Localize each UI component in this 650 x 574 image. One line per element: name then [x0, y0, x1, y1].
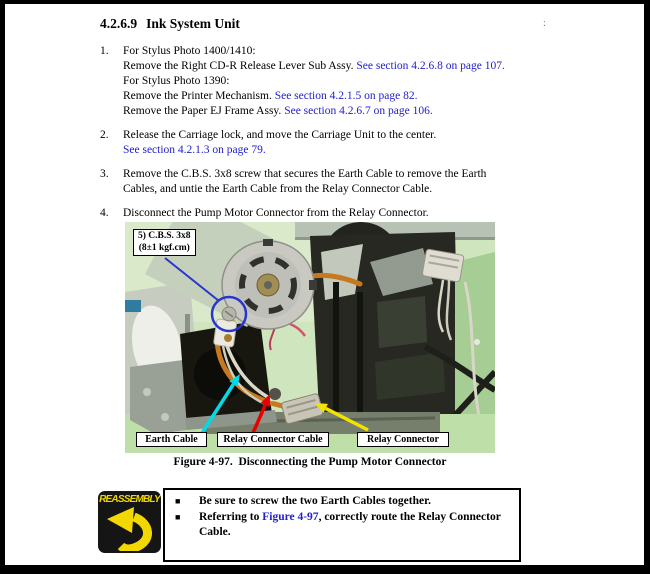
note-text-segment: Referring to [199, 510, 263, 523]
step-body [123, 206, 429, 221]
blue-tab [125, 300, 141, 312]
section-link[interactable]: See section 4.2.6.7 on page 106. [284, 105, 433, 117]
section-link[interactable]: See section 4.2.1.5 on page 82. [274, 90, 418, 102]
section-link[interactable]: See section 4.2.6.8 on page 107. [356, 60, 505, 72]
step-body [123, 128, 436, 158]
step-number: 4. [100, 207, 109, 219]
step-line [123, 104, 505, 119]
note-text [199, 494, 431, 510]
photo-label-earth-cable: Earth Cable [136, 432, 207, 447]
figure-4-97 [125, 222, 495, 468]
square-bullet-icon: ■ [175, 496, 181, 506]
step-line [123, 128, 436, 143]
note-text [199, 510, 501, 541]
step-text: Remove the Right CD-R Release Lever Sub Assy. [123, 60, 357, 72]
step-item [100, 128, 590, 158]
step-text: Release the Carriage lock, and move the Carriage Unit to the center. [123, 129, 437, 141]
step-line [123, 167, 486, 182]
screw-callout-line2: (8±1 kgf.cm) [138, 242, 190, 253]
step-number: 1. [100, 45, 109, 57]
page-corner-mark: : [543, 18, 546, 29]
note-text-segment: Be sure to screw the two Earth Cables together. [199, 495, 431, 507]
step-number: 2. [100, 129, 109, 141]
step-body [123, 44, 505, 119]
note-line [199, 510, 501, 526]
reassembly-arrow-icon [98, 505, 161, 551]
figure-photo-art [125, 222, 495, 453]
note-item [175, 494, 513, 510]
square-bullet-icon: ■ [175, 511, 181, 522]
step-item [100, 44, 590, 119]
step-line [123, 74, 505, 89]
note-box [163, 488, 521, 562]
chassis-foot [130, 360, 187, 434]
ribbon-connector [422, 249, 464, 282]
step-line [123, 143, 436, 158]
note-text-segment: Cable. [199, 526, 231, 538]
step-text: Remove the Paper EJ Frame Assy. [123, 105, 285, 117]
reassembly-icon [98, 491, 161, 553]
figure-photo [125, 222, 495, 453]
screw-callout-label [133, 229, 196, 256]
step-line [123, 206, 429, 221]
step-line [123, 89, 505, 104]
screw-callout-line1: 5) C.B.S. 3x8 [138, 231, 191, 241]
step-text: Remove the C.B.S. 3x8 screw that secures the Earth Cable to remove the Earth [123, 168, 487, 180]
step-line [123, 44, 505, 59]
section-number: 4.2.6.9 [100, 16, 138, 31]
photo-label-relay-connector: Relay Connector [357, 432, 449, 447]
step-line [123, 59, 505, 74]
step-item [100, 167, 590, 197]
step-line [123, 182, 486, 197]
section-title: Ink System Unit [146, 16, 240, 31]
step-text: Remove the Printer Mechanism. [123, 90, 275, 102]
step-number: 3. [100, 168, 109, 180]
note-item [175, 510, 513, 541]
steps-list [100, 44, 590, 230]
note-line [199, 525, 501, 541]
photo-label-relay-connector-cable: Relay Connector Cable [217, 432, 329, 447]
figure-caption: Figure 4-97. Disconnecting the Pump Motor Connector [173, 456, 447, 468]
step-text: Disconnect the Pump Motor Connector from the Relay Connector. [123, 207, 429, 219]
step-text: For Stylus Photo 1390: [123, 75, 230, 87]
section-heading [100, 16, 240, 32]
step-text: For Stylus Photo 1400/1410: [123, 45, 256, 57]
pump-connector [213, 319, 236, 348]
reassembly-note [98, 488, 530, 566]
step-body [123, 167, 486, 197]
step-text: Cables, and untie the Earth Cable from the Relay Connector Cable. [123, 183, 433, 195]
note-text-segment: , correctly route the Relay Connector [318, 510, 501, 523]
reassembly-icon-label: REASSEMBLY [99, 494, 160, 505]
section-link[interactable]: See section 4.2.1.3 on page 79. [123, 144, 266, 156]
figure-link[interactable]: Figure 4-97 [262, 510, 319, 523]
step-item [100, 206, 590, 221]
note-line [199, 494, 431, 510]
